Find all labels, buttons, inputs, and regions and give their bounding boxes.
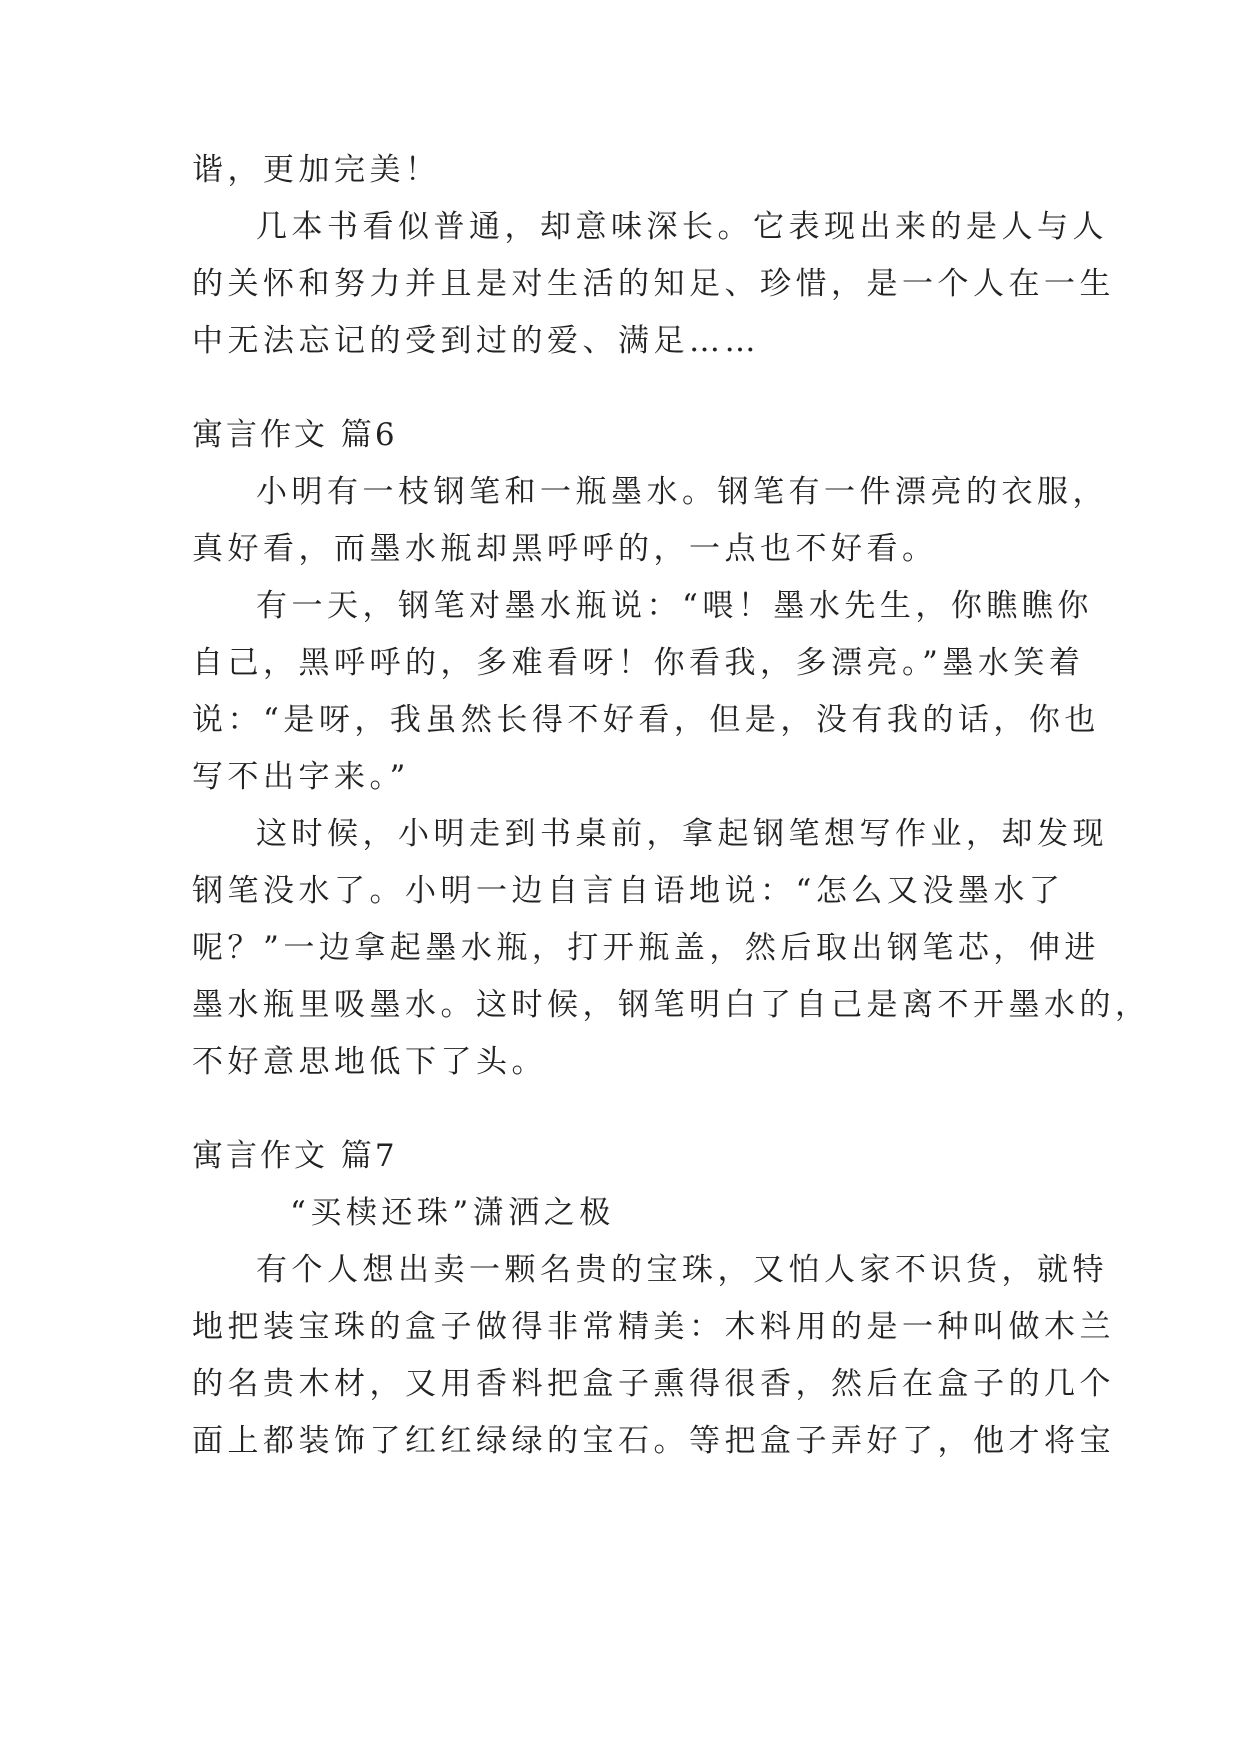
section-6-paragraph-3-line: 这时候，小明走到书桌前，拿起钢笔想写作业，却发现	[256, 816, 1108, 852]
section-7-paragraph-1-line: 面上都装饰了红红绿绿的宝石。等把盒子弄好了，他才将宝	[192, 1423, 1115, 1459]
section-6-paragraph-3-line: 不好意思地低下了头。	[192, 1044, 547, 1080]
section-6-heading: 寓言作文 篇6	[192, 417, 398, 453]
section-6-paragraph-1-line: 真好看，而墨水瓶却黑呼呼的，一点也不好看。	[192, 531, 938, 567]
section-7-subtitle: “买椟还珠”潇洒之极	[290, 1195, 615, 1231]
section-6-paragraph-2-line: 自己，黑呼呼的，多难看呀！你看我，多漂亮。”墨水笑着	[192, 645, 1085, 681]
closing-paragraph-line: 几本书看似普通，却意味深长。它表现出来的是人与人	[256, 209, 1108, 245]
section-6-paragraph-2-line: 说：“是呀，我虽然长得不好看，但是，没有我的话，你也	[192, 702, 1100, 738]
section-6-paragraph-1-line: 小明有一枝钢笔和一瓶墨水。钢笔有一件漂亮的衣服，	[256, 474, 1108, 510]
closing-paragraph-line: 中无法忘记的受到过的爱、满足……	[192, 323, 760, 359]
closing-paragraph-line: 的关怀和努力并且是对生活的知足、珍惜，是一个人在一生	[192, 266, 1115, 302]
section-6-paragraph-3-line: 墨水瓶里吸墨水。这时候，钢笔明白了自己是离不开墨水的，	[192, 987, 1151, 1023]
section-6-paragraph-3-line: 钢笔没水了。小明一边自言自语地说：“怎么又没墨水了	[192, 873, 1065, 909]
section-7-paragraph-1-line: 地把装宝珠的盒子做得非常精美：木料用的是一种叫做木兰	[192, 1309, 1115, 1345]
section-6-paragraph-2-line: 写不出字来。”	[192, 759, 410, 795]
section-6-paragraph-2-line: 有一天，钢笔对墨水瓶说：“喂！墨水先生，你瞧瞧你	[256, 588, 1093, 624]
paragraph-fragment-line: 谐，更加完美！	[192, 152, 441, 188]
section-7-paragraph-1-line: 的名贵木材，又用香料把盒子熏得很香，然后在盒子的几个	[192, 1366, 1115, 1402]
section-6-paragraph-3-line: 呢？”一边拿起墨水瓶，打开瓶盖，然后取出钢笔芯，伸进	[192, 930, 1100, 966]
section-7-heading: 寓言作文 篇7	[192, 1138, 398, 1174]
section-7-paragraph-1-line: 有个人想出卖一颗名贵的宝珠，又怕人家不识货，就特	[256, 1252, 1108, 1288]
